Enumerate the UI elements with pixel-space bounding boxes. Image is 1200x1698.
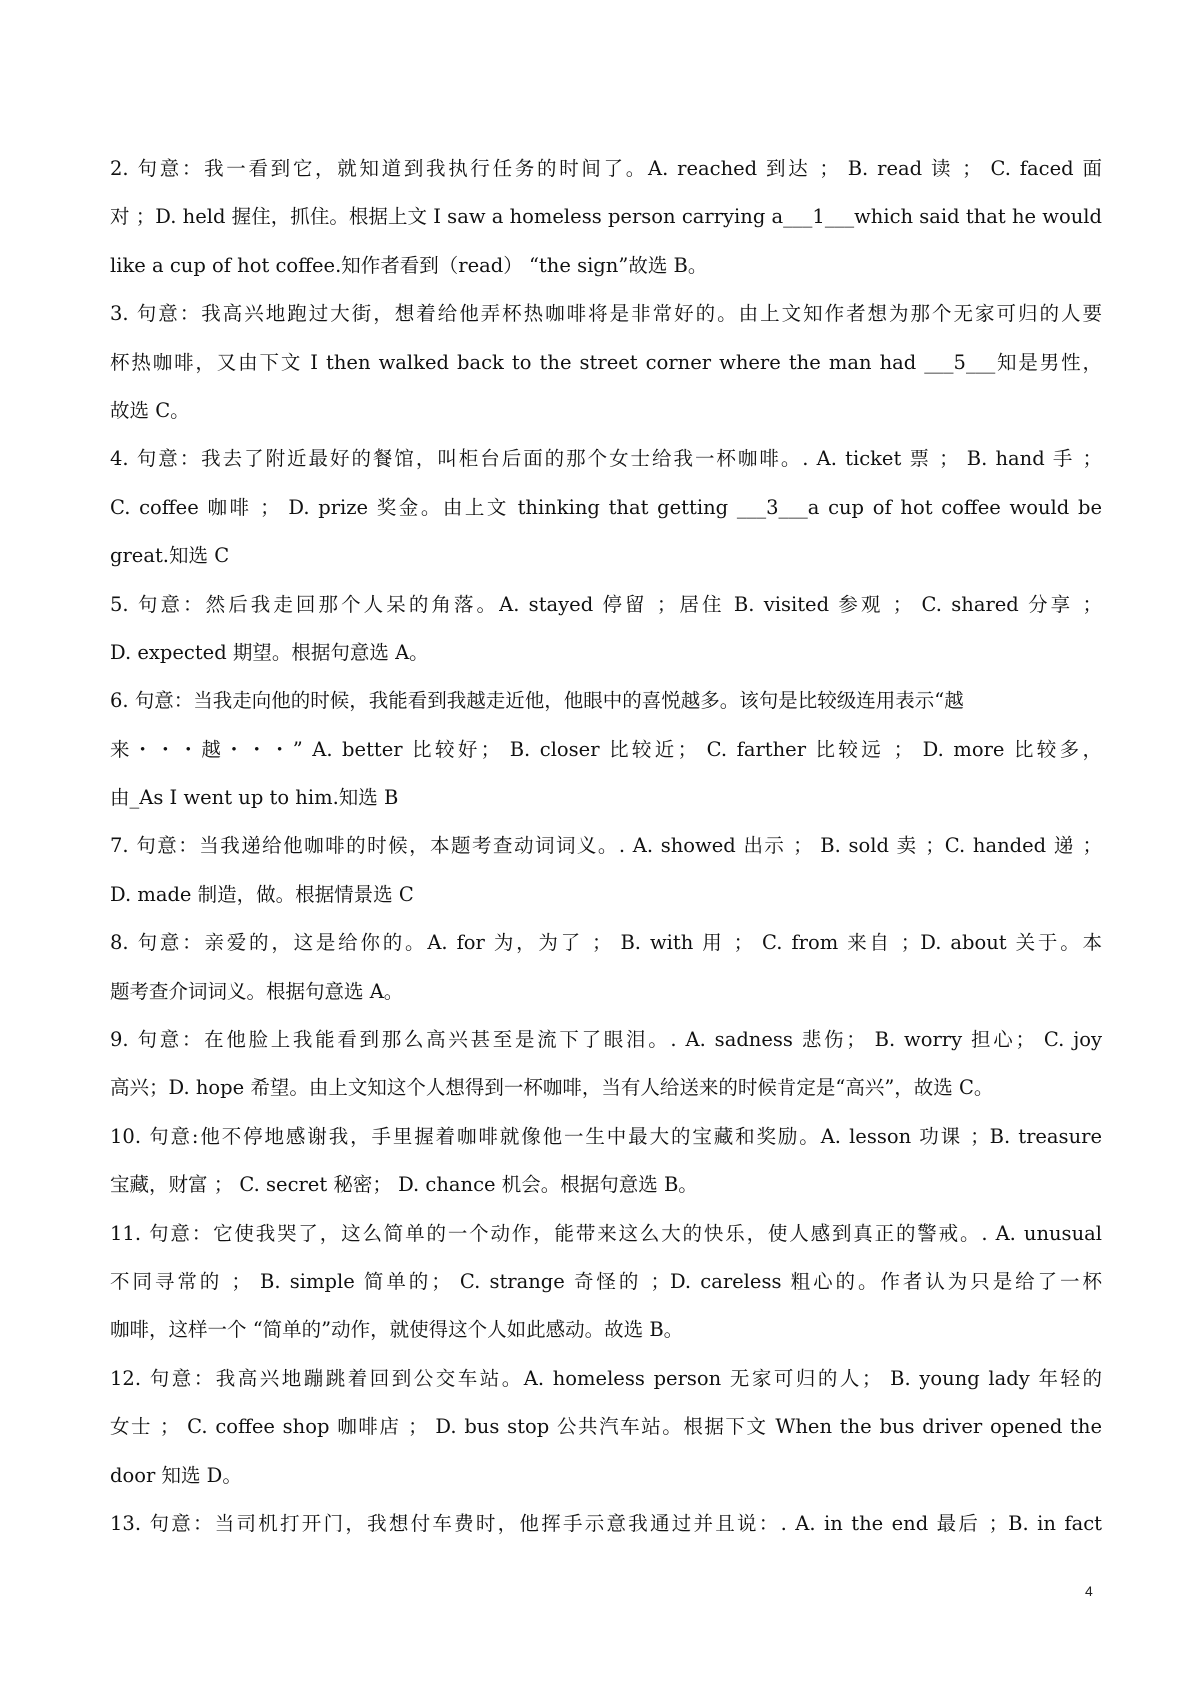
- text-line: 3. 句意：我高兴地跑过大街，想着给他弄杯热咖啡将是非常好的。由上文知作者想为那个无家可归的人要: [110, 302, 1102, 326]
- text-line: C. coffee 咖啡 ； D. prize 奖金。由上文 thinking that getting ___3___a cup of hot coffee would be: [110, 495, 1102, 519]
- text-line: great.知选 C: [110, 544, 230, 568]
- text-line: 咖啡，这样一个 “简单的”动作，就使得这个人如此感动。故选 B。: [110, 1318, 684, 1342]
- text-line: D. made 制造，做。根据情景选 C: [110, 882, 414, 906]
- text-line: 9. 句意：在他脸上我能看到那么高兴甚至是流下了眼泪。. A. sadness 悲伤； B. worry 担心； C. joy: [110, 1028, 1102, 1052]
- text-line: 13. 句意：当司机打开门，我想付车费时，他挥手示意我通过并且说：. A. in the end 最后 ；B. in fact: [110, 1511, 1102, 1535]
- text-line: 2. 句意：我一看到它，就知道到我执行任务的时间了。A. reached 到达 ； B. read 读 ； C. faced 面: [110, 157, 1102, 180]
- text-line: 女士 ； C. coffee shop 咖啡店 ； D. bus stop 公共汽车站。根据下文 When the bus driver opened the: [110, 1415, 1102, 1439]
- text-line: 12. 句意：我高兴地蹦跳着回到公交车站。A. homeless person 无家可归的人； B. young lady 年轻的: [110, 1366, 1102, 1390]
- text-line: 6. 句意：当我走向他的时候，我能看到我越走近他，他眼中的喜悦越多。该句是比较级连用表示“越: [110, 689, 964, 713]
- text-line: 11. 句意：它使我哭了，这么简单的一个动作，能带来这么大的快乐，使人感到真正的警戒。. A. unusual: [110, 1221, 1102, 1245]
- text-line: 对 ；D. held 握住，抓住。根据上文 I saw a homeless person carrying a___1___which said that he would: [110, 205, 1102, 229]
- text-line: 不同寻常的 ； B. simple 简单的； C. strange 奇怪的 ；D. careless 粗心的。作者认为只是给了一杯: [110, 1269, 1102, 1293]
- text-line: 由_As I went up to him.知选 B: [110, 786, 399, 810]
- page-number: 4: [1085, 1583, 1093, 1599]
- text-line: 4. 句意：我去了附近最好的餐馆，叫柜台后面的那个女士给我一杯咖啡。. A. ticket 票 ； B. hand 手 ；: [110, 447, 1102, 471]
- text-line: 来・・・越・・・” A. better 比较好； B. closer 比较近； C. farther 比较远 ； D. more 比较多，: [110, 737, 1102, 761]
- text-line: 8. 句意：亲爱的，这是给你的。A. for 为，为了 ； B. with 用 ； C. from 来自 ；D. about 关于。本: [110, 931, 1102, 955]
- explanation-text: [110, 145, 1102, 1548]
- text-line: 宝藏，财富 ； C. secret 秘密； D. chance 机会。根据句意选 B。: [110, 1173, 698, 1197]
- text-line: 10. 句意:他不停地感谢我，手里握着咖啡就像他一生中最大的宝藏和奖励。A. lesson 功课 ；B. treasure: [110, 1124, 1102, 1148]
- text-line: D. expected 期望。根据句意选 A。: [110, 640, 429, 664]
- text-line: door 知选 D。: [110, 1463, 242, 1487]
- text-line: 7. 句意：当我递给他咖啡的时候，本题考查动词词义。. A. showed 出示 ； B. sold 卖 ；C. handed 递 ；: [110, 834, 1102, 858]
- text-line: like a cup of hot coffee.知作者看到（read） “the sign”故选 B。: [110, 253, 708, 277]
- text-line: 故选 C。: [110, 398, 190, 422]
- text-line: 5. 句意：然后我走回那个人呆的角落。A. stayed 停留 ；居住 B. visited 参观 ； C. shared 分享 ；: [110, 592, 1102, 616]
- text-line: 题考查介词词义。根据句意选 A。: [110, 979, 404, 1003]
- text-line: 杯热咖啡，又由下文 I then walked back to the street corner where the man had ___5___知是男性，: [110, 350, 1102, 374]
- text-line: 高兴；D. hope 希望。由上文知这个人想得到一杯咖啡，当有人给送来的时候肯定是“高兴”，故选 C。: [110, 1076, 994, 1100]
